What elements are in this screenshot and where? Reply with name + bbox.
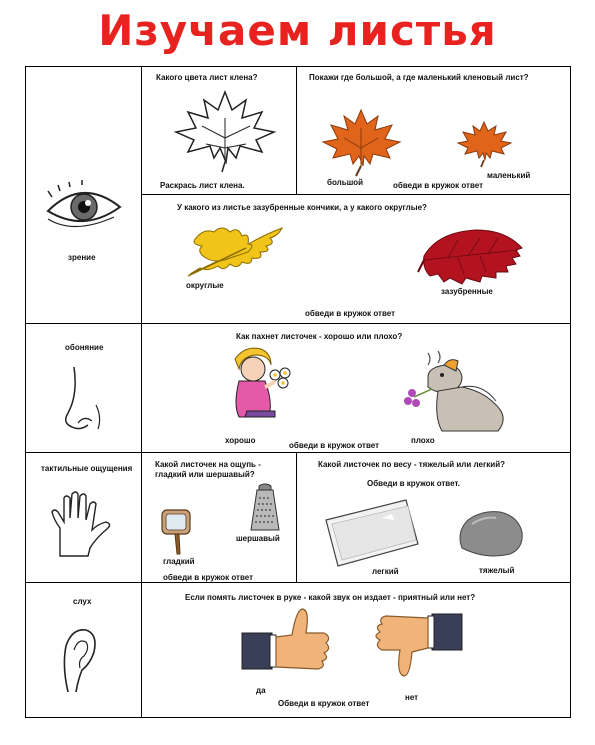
thumbs-up-icon <box>240 605 332 677</box>
no-label: нет <box>405 693 419 702</box>
small-label: маленький <box>487 171 531 180</box>
dog-disgusted-icon <box>398 347 512 435</box>
page-title: Изучаем листья <box>98 6 497 55</box>
light-label: легкий <box>372 567 399 576</box>
hand-icon <box>50 490 116 560</box>
cell-sound <box>141 582 571 718</box>
sense-smell-label: обоняние <box>65 343 104 352</box>
girl-smelling-flowers-icon <box>225 345 301 421</box>
rough-label: шершавый <box>236 534 280 543</box>
sense-hearing-label: слух <box>73 597 92 606</box>
maple-color-caption: Раскрась лист клена. <box>160 181 245 190</box>
weight-question: Какой листочек по весу - тяжелый или легкий? <box>318 460 506 469</box>
big-small-instruction: обведи в кружок ответ <box>393 181 484 190</box>
weight-instruction: Обведи в кружок ответ. <box>367 479 460 488</box>
big-maple-leaf-icon <box>320 108 402 178</box>
jagged-round-instruction: обведи в кружок ответ <box>305 309 396 318</box>
round-leaf-icon <box>186 222 286 280</box>
eye-icon <box>44 183 124 231</box>
grater-icon <box>247 482 283 534</box>
jagged-label: зазубренные <box>441 287 493 296</box>
thumbs-down-icon <box>372 608 464 680</box>
texture-question-line1: Какой листочек на ощупь - <box>155 460 261 469</box>
smooth-label: гладкий <box>163 557 195 566</box>
jagged-leaf-icon <box>418 226 524 288</box>
paper-sheet-icon <box>322 498 422 568</box>
yes-label: да <box>256 686 266 695</box>
good-label: хорошо <box>225 436 256 445</box>
stone-icon <box>456 508 524 558</box>
hand-mirror-icon <box>158 508 198 556</box>
maple-color-question: Какого цвета лист клена? <box>156 73 258 82</box>
bad-label: плохо <box>411 436 435 445</box>
big-small-question: Покажи где большой, а где маленький кленовый лист? <box>309 73 529 82</box>
sense-touch-label: тактильные ощущения <box>41 464 133 473</box>
heavy-label: тяжелый <box>479 566 515 575</box>
sound-instruction: Обведи в кружок ответ <box>278 699 370 708</box>
nose-icon <box>60 365 110 435</box>
sense-sight-label: зрение <box>68 253 96 262</box>
round-label: округлые <box>186 281 224 290</box>
ear-icon <box>58 626 98 696</box>
smell-instruction: обведи в кружок ответ <box>289 441 380 450</box>
small-maple-leaf-icon <box>456 120 512 168</box>
texture-instruction: обведи в кружок ответ <box>163 573 254 582</box>
big-label: большой <box>327 178 364 187</box>
maple-leaf-outline-icon <box>170 88 280 174</box>
smell-question: Как пахнет листочек - хорошо или плохо? <box>236 332 403 341</box>
texture-question-line2: гладкий или шершавый? <box>155 470 255 479</box>
jagged-round-question: У какого из листье зазубренные кончики, а у какого округлые? <box>177 203 427 212</box>
sound-question: Если помять листочек в руке - какой звук он издает - приятный или нет? <box>185 593 476 602</box>
